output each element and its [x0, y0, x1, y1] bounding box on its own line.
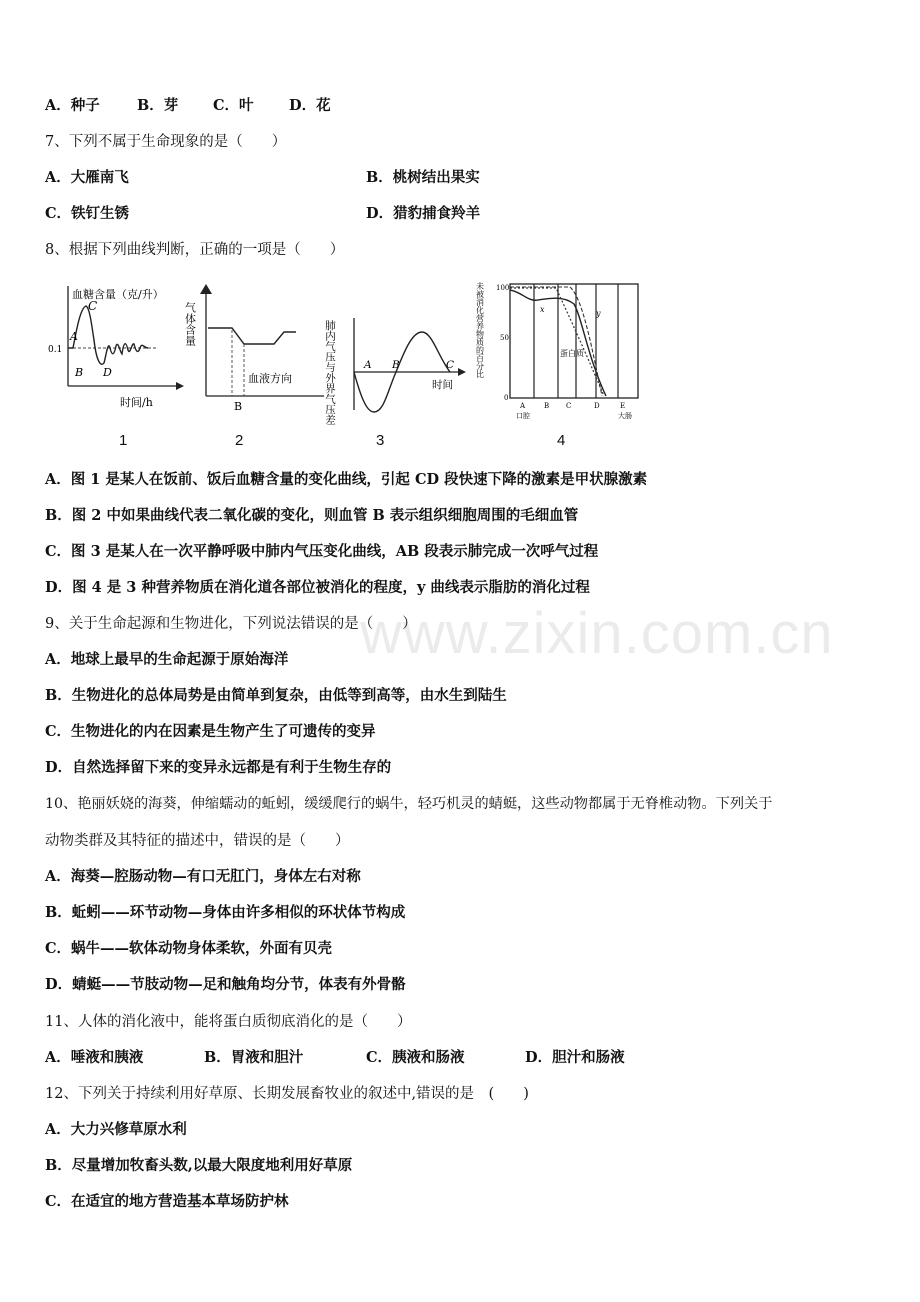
fig4-curve-x: x	[540, 305, 545, 314]
q9-stem: 9、关于生命起源和生物进化，下列说法错误的是（ ）	[45, 616, 417, 632]
q8-option-c: C．图 3 是某人在一次平静呼吸中肺内气压变化曲线，AB 段表示肺完成一次呼气过程	[45, 543, 599, 560]
q8-option-b: B．图 2 中如果曲线代表二氧化碳的变化，则血管 B 表示组织细胞周围的毛细血管	[45, 507, 579, 524]
q12-option-a: A．大力兴修草原水利	[45, 1121, 187, 1138]
fig4-point-b: B	[544, 402, 550, 410]
q9-option-a: A．地球上最早的生命起源于原始海洋	[45, 651, 289, 668]
fig3-point-a: A	[364, 359, 372, 371]
q11-option-a: A．唾液和胰液	[45, 1049, 144, 1066]
fig4-curve-y: y	[596, 309, 601, 318]
fig1-ylabel: 血糖含量（克/升）	[72, 288, 164, 301]
q9-option-b: B．生物进化的总体局势是由简单到复杂，由低等到高等，由水生到陆生	[45, 687, 507, 704]
q7-option-a: A．大雁南飞	[45, 169, 129, 186]
fig1-point-b: B	[75, 366, 84, 379]
q8-stem: 8、根据下列曲线判断，正确的一项是（ ）	[45, 242, 345, 258]
q11-option-b: B．胃液和胆汁	[204, 1049, 304, 1066]
fig2-label: 血液方向	[248, 372, 292, 385]
fig1-point-d: D	[103, 366, 112, 379]
q7-option-c: C．铁钉生锈	[45, 205, 130, 222]
q6-option-b: B．芽	[137, 97, 179, 114]
fig4-e-sub: 大肠	[618, 412, 632, 420]
watermark: www.zixin.com.cn	[360, 601, 834, 666]
fig3-xlabel: 时间	[432, 379, 453, 391]
fig3-ylabel: 肺内气压与外界气压差	[324, 320, 336, 425]
figure-3-lung-pressure	[324, 278, 466, 425]
q6-option-c: C．叶	[213, 97, 254, 114]
q10-stem-line1: 10、艳丽妖娆的海葵，伸缩蠕动的蚯蚓，缓缓爬行的蜗牛，轻巧机灵的蜻蜓，这些动物都属于无脊椎动物。下列关于	[45, 796, 773, 812]
fig4-tick-0: 0	[504, 394, 509, 402]
q10-option-b: B．蚯蚓——环节动物—身体由许多相似的环状体节构成	[45, 904, 406, 921]
q12-stem: 12、下列关于持续利用好草原、长期发展畜牧业的叙述中,错误的是 ( )	[45, 1086, 529, 1102]
fig4-a-sub: 口腔	[516, 412, 530, 420]
q7-option-b: B．桃树结出果实	[366, 169, 480, 186]
figure-1-blood-sugar	[48, 278, 188, 418]
q6-option-a: A．种子	[45, 97, 100, 114]
fig1-point-c: C	[88, 299, 98, 313]
q7-option-d: D．猎豹捕食羚羊	[366, 205, 481, 222]
fig4-number: 4	[557, 432, 566, 449]
fig4-point-e: E	[620, 402, 626, 410]
figure-4-digestion	[475, 278, 648, 426]
q10-stem-line2: 动物类群及其特征的描述中，错误的是（ ）	[45, 833, 350, 849]
fig1-number: 1	[119, 432, 128, 449]
q8-option-a: A．图 1 是某人在饭前、饭后血糖含量的变化曲线，引起 CD 段快速下降的激素是甲状腺激素	[45, 471, 648, 488]
fig4-tick-50: 50	[500, 334, 509, 342]
fig2-point-b: B	[234, 400, 243, 413]
fig4-ylabel: 未被消化营养物质的百分比	[475, 282, 485, 378]
q10-option-d: D．蜻蜓——节肢动物—足和触角均分节，体表有外骨骼	[45, 976, 406, 993]
fig3-number: 3	[376, 432, 385, 449]
figure-2-gas-content	[183, 278, 326, 418]
fig1-tick: 0.1	[48, 345, 63, 355]
fig4-point-a: A	[520, 402, 526, 410]
fig4-label: 蛋白质	[560, 349, 584, 358]
fig2-ylabel: 气体含量	[183, 302, 197, 346]
fig3-point-c: C	[446, 359, 455, 371]
q8-option-d: D．图 4 是 3 种营养物质在消化道各部位被消化的程度，y 曲线表示脂肪的消化过程	[45, 579, 590, 596]
q11-option-c: C．胰液和肠液	[366, 1049, 465, 1066]
q10-option-c: C．蜗牛——软体动物身体柔软，外面有贝壳	[45, 940, 333, 957]
q11-option-d: D．胆汁和肠液	[525, 1049, 625, 1066]
q9-option-d: D．自然选择留下来的变异永远都是有利于生物生存的	[45, 759, 392, 776]
fig4-point-c: C	[566, 402, 572, 410]
fig3-point-b: B	[392, 359, 400, 371]
q11-stem: 11、人体的消化液中，能将蛋白质彻底消化的是（ ）	[45, 1014, 412, 1030]
q6-option-d: D．花	[289, 97, 331, 114]
fig4-tick-100: 100	[496, 284, 510, 292]
fig4-point-d: D	[594, 402, 600, 410]
q10-option-a: A．海葵—腔肠动物—有口无肛门，身体左右对称	[45, 868, 361, 885]
fig1-point-a: A	[70, 330, 78, 343]
q9-option-c: C．生物进化的内在因素是生物产生了可遗传的变异	[45, 723, 376, 740]
fig2-number: 2	[235, 432, 244, 449]
q12-option-b: B．尽量增加牧畜头数,以最大限度地利用好草原	[45, 1157, 353, 1174]
fig1-xlabel: 时间/h	[120, 396, 153, 409]
q7-stem: 7、下列不属于生命现象的是（ ）	[45, 134, 287, 150]
q12-option-c: C．在适宜的地方营造基本草场防护林	[45, 1193, 289, 1210]
